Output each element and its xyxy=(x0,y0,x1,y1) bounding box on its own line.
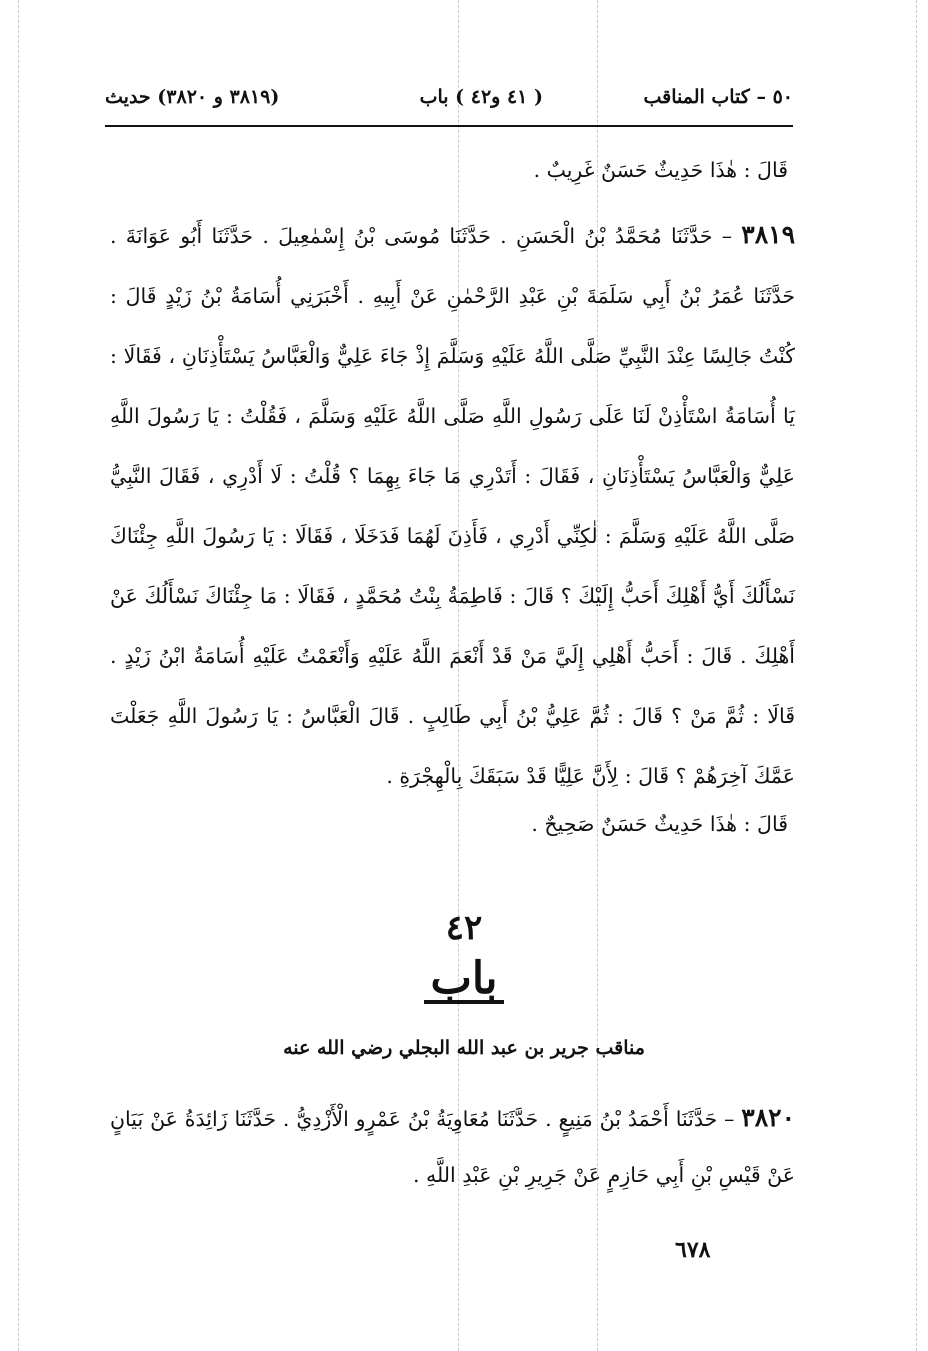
scan-guide-line xyxy=(18,0,19,1351)
hadith-grading: قَالَ : هٰذَا حَدِيثٌ حَسَنٌ غَرِيبٌ . xyxy=(533,158,788,182)
hadith-grading: قَالَ : هٰذَا حَدِيثٌ حَسَنٌ صَحِيحٌ . xyxy=(531,812,788,836)
chapter-title-text: باب xyxy=(430,953,498,1004)
hadith-number: ٣٨١٩ xyxy=(741,220,795,249)
hadith-text: – حَدَّثَنَا مُحَمَّدُ بْنُ الْحَسَنِ . حَدَّثَنَا مُوسَى بْنُ إِسْمٰعِيلَ . حَدَّثَنَا أَبُو عَوَانَةَ . حَدَّثَنَا عُمَرُ بْنُ أَبِي سَلَمَةَ بْنِ عَبْدِ الرَّحْمٰنِ عَنْ أَبِيهِ . أَخْبَرَنِي أُسَامَةُ بْنُ زَيْدٍ قَالَ : كُنْتُ جَالِسًا عِنْدَ النَّبِيِّ صَلَّى اللَّهُ عَلَيْهِ وَسَلَّمَ إِذْ جَاءَ عَلِيٌّ وَالْعَبَّاسُ يَسْتَأْذِنَانِ ، فَقَالَا : يَا أُسَامَةُ اسْتَأْذِنْ لَنَا عَلَى رَسُولِ اللَّهِ صَلَّى اللَّهُ عَلَيْهِ وَسَلَّمَ ، فَقُلْتُ : يَا رَسُولَ اللَّهِ عَلِيٌّ وَالْعَبَّاسُ يَسْتَأْذِنَانِ ، فَقَالَ : أَتَدْرِي مَا جَاءَ بِهِمَا ؟ قُلْتُ : لَا أَدْرِي ، فَقَالَ النَّبِيُّ صَلَّى اللَّهُ عَلَيْهِ وَسَلَّمَ : لٰكِنِّي أَدْرِي ، فَأَذِنَ لَهُمَا فَدَخَلَا ، فَقَالَا : يَا رَسُولَ اللَّهِ جِئْنَاكَ نَسْأَلُكَ أَيُّ أَهْلِكَ أَحَبُّ إِلَيْكَ ؟ قَالَ : فَاطِمَةُ بِنْتُ مُحَمَّدٍ ، فَقَالَا : مَا جِئْنَاكَ نَسْأَلُكَ عَنْ أَهْلِكَ . قَالَ : أَحَبُّ أَهْلِي إِلَيَّ مَنْ قَدْ أَنْعَمَ اللَّهُ عَلَيْهِ وَأَنْعَمْتُ عَلَيْهِ أُسَامَةُ ابْنُ زَيْدٍ . قَالَا : ثُمَّ مَنْ ؟ قَالَ : ثُمَّ عَلِيُّ بْنُ أَبِي طَالِبٍ . قَالَ الْعَبَّاسُ : يَا رَسُولَ اللَّهِ جَعَلْتَ عَمَّكَ آخِرَهُمْ ؟ قَالَ : لِأَنَّ عَلِيًّا قَدْ سَبَقَكَ بِالْهِجْرَةِ . xyxy=(110,224,795,788)
hadith-3819-paragraph xyxy=(110,205,795,806)
scan-guide-line xyxy=(916,0,917,1351)
hadith-3820-paragraph xyxy=(110,1090,795,1203)
running-header xyxy=(105,78,793,124)
chapter-title xyxy=(0,953,928,1004)
header-hadith-range: (٣٨١٩ و ٣٨٢٠) حديث xyxy=(105,86,280,108)
header-rule xyxy=(105,125,793,127)
header-book-title: ٥٠ – كتاب المناقب xyxy=(643,86,793,108)
chapter-number: ٤٢ xyxy=(445,908,483,948)
hadith-number: ٣٨٢٠ xyxy=(741,1103,795,1132)
page-number: ٦٧٨ xyxy=(675,1237,711,1263)
hadith-text: – حَدَّثَنَا أَحْمَدُ بْنُ مَنِيعٍ . حَدَّثَنَا مُعَاوِيَةُ بْنُ عَمْرٍو الْأَزْدِيُّ . حَدَّثَنَا زَائِدَةُ عَنْ بَيَانٍ عَنْ قَيْسِ بْنِ أَبِي حَازِمٍ عَنْ جَرِيرِ بْنِ عَبْدِ اللَّهِ . xyxy=(110,1107,795,1187)
chapter-subheading: مناقب جرير بن عبد الله البجلي رضي الله عنه xyxy=(283,1037,645,1059)
header-chapter-range: ( ٤١ و٤٢ ) باب xyxy=(419,86,543,108)
